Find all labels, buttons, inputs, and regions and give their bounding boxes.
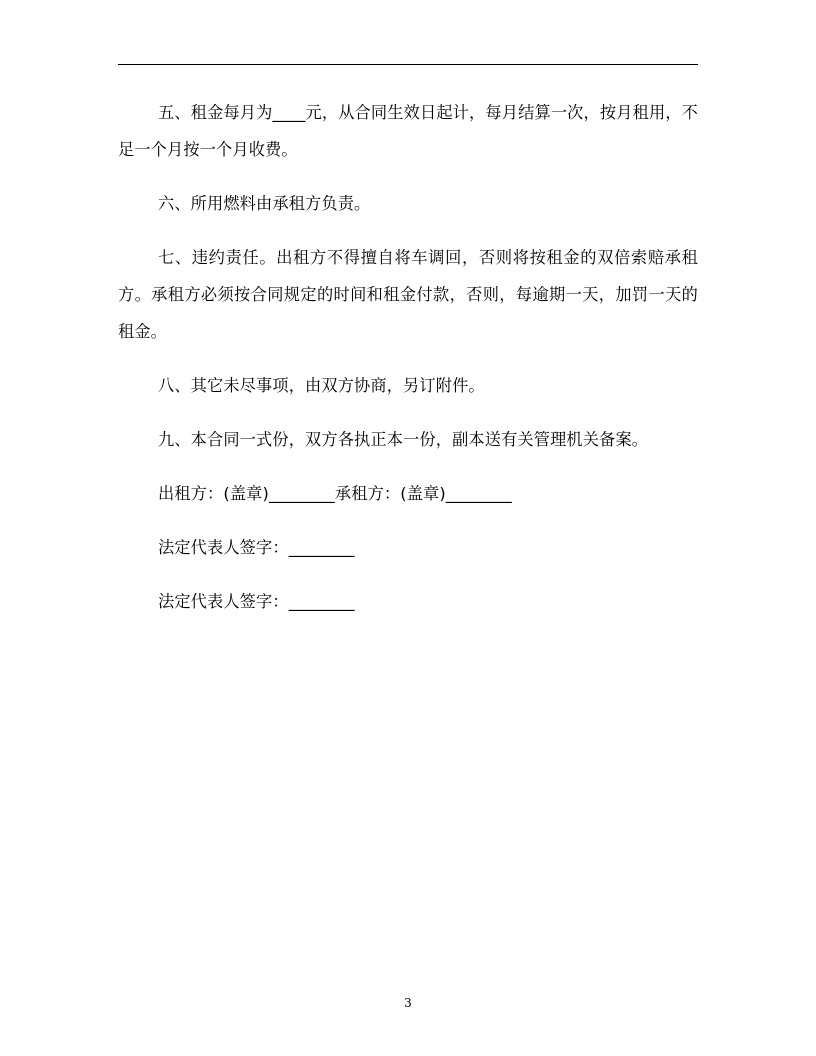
- signature-representative-1: 法定代表人签字：________: [158, 538, 355, 557]
- clause-other-matters: 八、其它未尽事项，由双方协商，另订附件。: [158, 376, 485, 395]
- signature-parties: 出租方：(盖章)________承租方：(盖章)________: [158, 484, 512, 503]
- signature-representative-2: 法定代表人签字：________: [158, 592, 355, 611]
- header-rule: [118, 64, 698, 65]
- document-body: [118, 94, 698, 637]
- clause-fuel: 六、所用燃料由承租方负责。: [158, 194, 371, 213]
- clause-rent: 五、租金每月为____元，从合同生效日起计，每月结算一次，按月租用，不足一个月按一个月收费。: [118, 103, 698, 159]
- page-number: 3: [404, 996, 412, 1010]
- clause-breach: 七、违约责任。出租方不得擅自将车调回，否则将按租金的双倍索赔承租方。承租方必须按合同规定的时间和租金付款，否则，每逾期一天，加罚一天的租金。: [118, 248, 698, 341]
- clause-copies: 九、本合同一式份，双方各执正本一份，副本送有关管理机关备案。: [158, 430, 649, 449]
